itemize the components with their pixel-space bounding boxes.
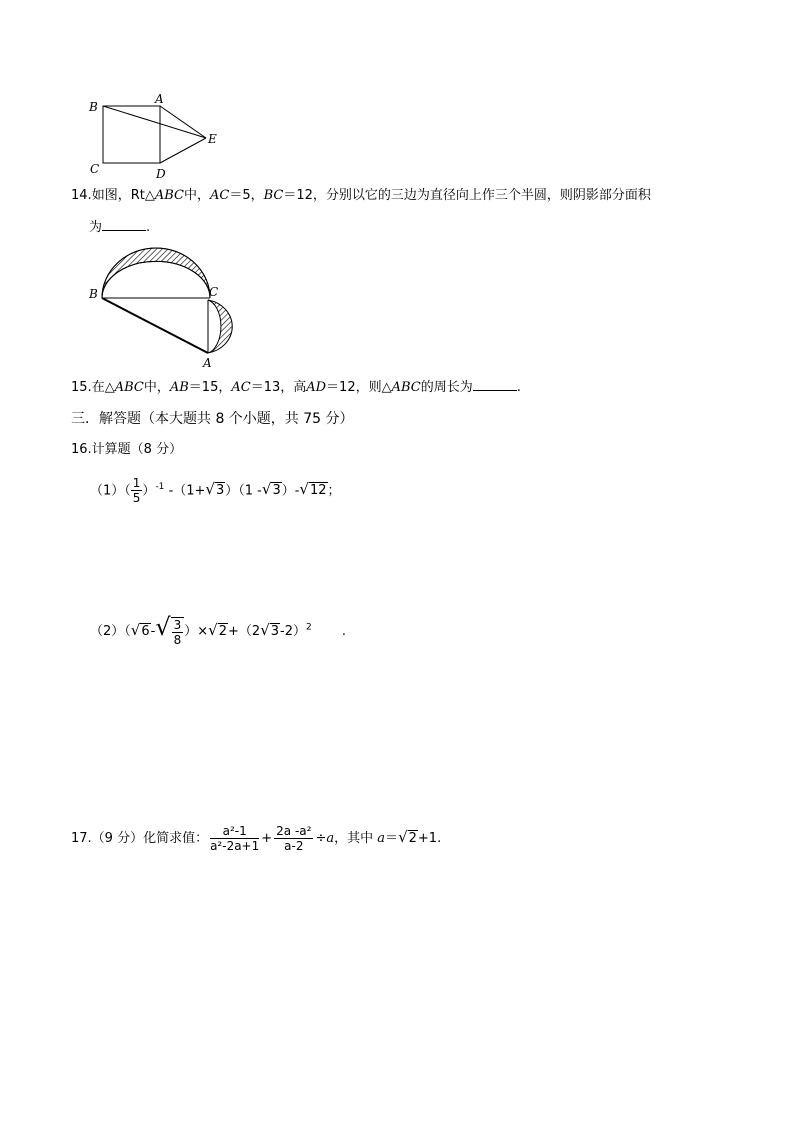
figure-semicircles — [86, 240, 256, 370]
radical: √2 — [398, 828, 417, 846]
fraction-2: $\frac{\text{2a -a²}}{a-2}$ — [276, 824, 312, 853]
question-14: 14.如图，Rt△ABC中，AC＝5，BC＝12，分别以它的三边为直径向上作三个半圆，则阴影部分面积 — [71, 188, 651, 203]
question-16-part1: （1）（ $\frac{1}{5}$ ）$^{-1}$ -（1+√3）（1 -√3）-√12； — [90, 476, 341, 506]
label-a: A — [155, 92, 164, 106]
radical: √3 — [261, 480, 281, 499]
label-c: C — [209, 285, 219, 299]
label-c: C — [90, 162, 100, 176]
label-b: B — [89, 287, 98, 301]
answer-blank[interactable] — [102, 218, 146, 231]
label-e: E — [208, 132, 217, 146]
section-heading: 三．解答题（本大题共 8 个小题，共 75 分） — [71, 411, 354, 427]
fraction-1: $\frac{\text{a²-1}}{\text{a²-2a+1}}$ — [210, 824, 260, 853]
question-14-line2: 为 . — [89, 220, 151, 235]
label-b: B — [89, 100, 98, 114]
radical: √6 — [130, 621, 150, 639]
label-d: D — [156, 167, 166, 180]
fraction: $\frac{1}{5}$ — [132, 476, 141, 506]
radical: √2 — [208, 621, 228, 639]
radical: √12 — [299, 480, 327, 499]
radical-fraction: √ $\frac{3}{8}$ — [155, 610, 184, 649]
question-15: 15.在△ABC中，AB＝15，AC＝13，高AD＝12，则△ABC的周长为 . — [71, 380, 521, 395]
radical: √3 — [205, 480, 225, 499]
radical: √3 — [260, 621, 280, 639]
question-16-part2: （2）（√6-√ $\frac{3}{8}$ ）$\times√2+(2√3-2)^2$ . — [90, 610, 346, 649]
label-a: A — [203, 356, 212, 370]
figure-square-with-triangle — [86, 92, 226, 180]
question-16-title: 16.计算题（8 分） — [71, 442, 183, 457]
question-17: 17.（9 分）化简求值： $\frac{\text{a²-1}}{\text{a²-2a+1}}$ + $\frac{\text{2a -a²}}{a-2}$ ÷a，其中 a＝√2+1. — [71, 818, 441, 858]
answer-blank[interactable] — [473, 378, 517, 391]
